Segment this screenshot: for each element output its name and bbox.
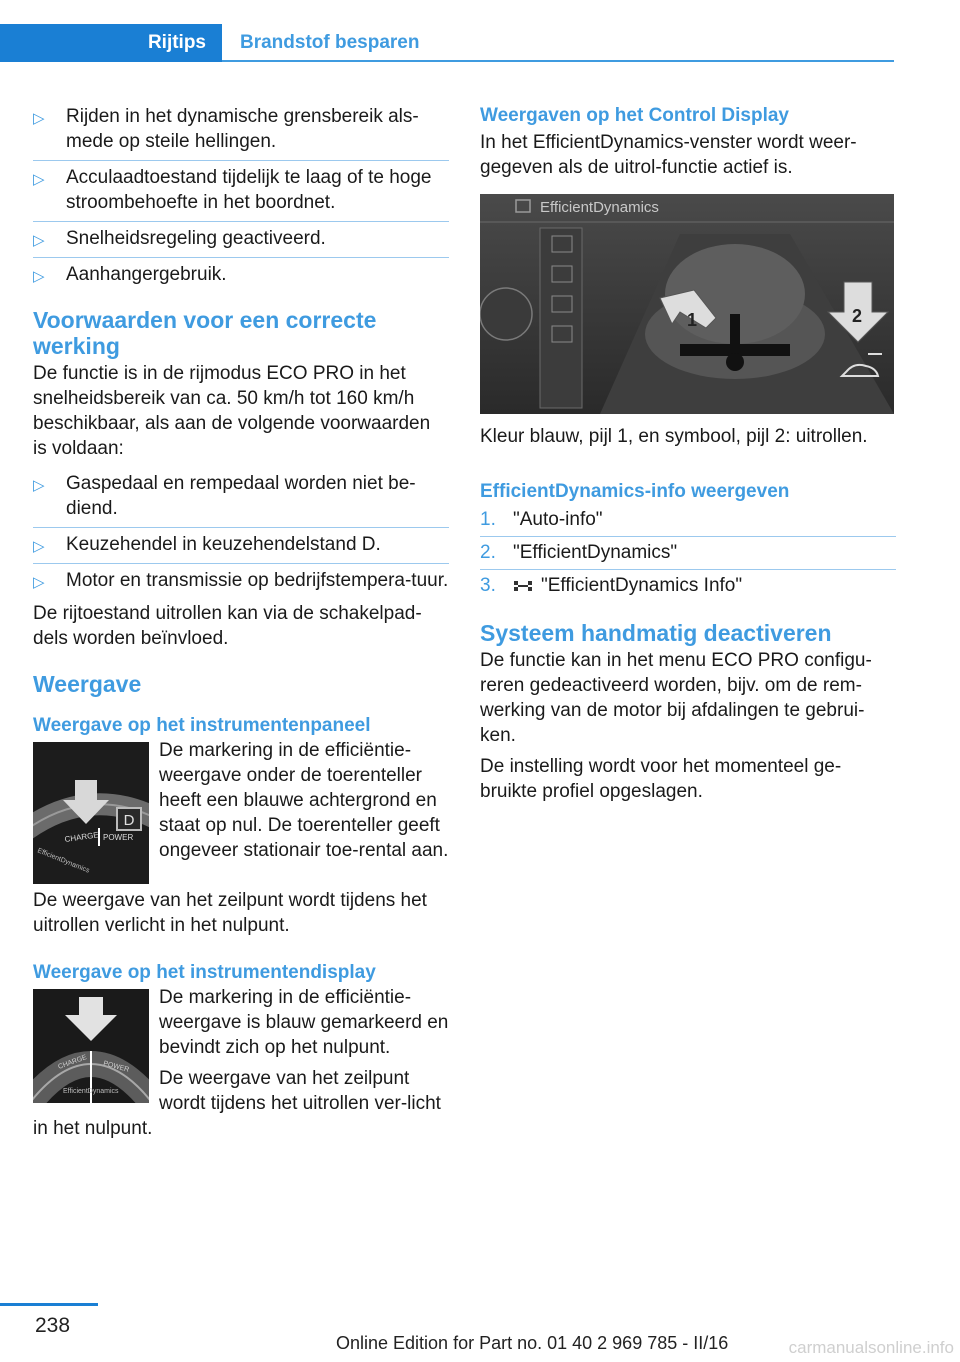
instrument-display-text: De markering in de efficiëntie-weergave is blauw gemarkeerd en bevindt zich op het nulpunt.	[159, 987, 449, 1058]
svg-text:POWER: POWER	[103, 833, 134, 842]
list-item: ▷ Gaspedaal en rempedaal worden niet be-diend.	[33, 467, 449, 527]
list-item: ▷ Rijden in het dynamische grensbereik als-mede op steile hellingen.	[33, 100, 449, 160]
conditions-intro: De functie is in de rijmodus ECO PRO in het snelheidsbereik van ca. 50 km/h tot 160 km/h beschikbaar, als aan de volgende voorwaarden is voldaan:	[33, 363, 431, 459]
figure-caption: Kleur blauw, pijl 1, en symbool, pijl 2: uitrollen.	[480, 426, 868, 447]
restriction-list	[33, 100, 449, 293]
list-item: ▷ Acculaadtoestand tijdelijk te laag of te hoge stroombehoefte in het boordnet.	[33, 160, 449, 221]
triangle-bullet-icon: ▷	[33, 171, 45, 188]
instrument-panel-figure	[33, 738, 449, 886]
step-item: 1. "Auto-info"	[480, 509, 603, 530]
heading-deactivate: Systeem handmatig deactiveren	[480, 620, 832, 646]
subheading-instrument-panel: Weergave op het instrumentenpaneel	[33, 715, 371, 736]
triangle-bullet-icon: ▷	[33, 268, 45, 285]
triangle-bullet-icon: ▷	[33, 574, 45, 591]
page-header	[0, 0, 960, 64]
deactivate-text: De functie kan in het menu ECO PRO configu-reren gedeactiveerd worden, bijv. om de rem-werking van de motor bij afdalingen te gebrui-ken.	[480, 650, 872, 746]
watermark: carmanualsonline.info	[788, 1338, 954, 1357]
display-gauge-illustration	[33, 989, 149, 1103]
instrument-panel-text-2: De weergave van het zeilpunt wordt tijdens het uitrollen verlicht in het nulpunt.	[33, 890, 427, 936]
heading-display: Weergave	[33, 671, 142, 697]
right-column	[480, 100, 896, 810]
section-title[interactable]: Brandstof besparen	[240, 32, 420, 53]
svg-text:POWER: POWER	[102, 1060, 130, 1074]
online-edition-note: Online Edition for Part no. 01 40 2 969 785 - II/16	[336, 1333, 729, 1353]
svg-text:D: D	[123, 812, 135, 829]
conditions-list	[33, 467, 449, 599]
svg-text:EfficientDynamics: EfficientDynamics	[63, 1088, 119, 1095]
svg-text:2: 2	[852, 306, 863, 326]
subheading-control-display: Weergaven op het Control Display	[480, 105, 789, 126]
instrument-display-text-2: De weergave van het zeilpunt wordt tijdens het uitrollen ver-licht in het nulpunt.	[33, 1068, 441, 1139]
svg-text:1: 1	[687, 310, 698, 330]
page-number: 238	[35, 1314, 71, 1337]
control-display-text: In het EfficientDynamics-venster wordt weer-gegeven als de uitrol-functie actief is.	[480, 132, 857, 178]
list-item: ▷ Motor en transmissie op bedrijfstempera-tuur.	[33, 563, 449, 599]
svg-text:EfficientDynamics: EfficientDynamics	[36, 847, 91, 875]
list-item: ▷ Snelheidsregeling geactiveerd.	[33, 221, 449, 257]
info-steps	[480, 504, 896, 602]
instrument-panel-text: De markering in de efficiëntie-weergave onder de toerenteller heeft een blauwe achtergrond en staat op nul. De toerenteller geeft ongeveer stationair toe-rental aan.	[159, 740, 449, 861]
instrument-panel-image	[33, 742, 149, 884]
step-item: 2. "EfficientDynamics"	[480, 536, 896, 569]
conditions-outro: De rijtoestand uitrollen kan via de schakelpad-dels worden beïnvloed.	[33, 603, 422, 649]
triangle-bullet-icon: ▷	[33, 110, 45, 127]
deactivate-text-2: De instelling wordt voor het momenteel ge-bruikte profiel opgeslagen.	[480, 756, 842, 802]
efficiency-gauge-illustration	[33, 742, 149, 884]
heading-conditions: Voorwaarden voor een correcte werking	[33, 307, 377, 359]
vehicle-settings-icon	[513, 579, 533, 593]
svg-text:CHARGE: CHARGE	[57, 1054, 88, 1071]
list-item: ▷ Keuzehendel in keuzehendelstand D.	[33, 527, 449, 563]
svg-text:CHARGE: CHARGE	[64, 830, 100, 844]
footer-rule	[0, 1303, 98, 1306]
triangle-bullet-icon: ▷	[33, 538, 45, 555]
control-display-screenshot	[480, 194, 894, 414]
chapter-tab[interactable]: Rijtips	[0, 24, 222, 62]
subheading-instrument-display: Weergave op het instrumentendisplay	[33, 962, 376, 983]
triangle-bullet-icon: ▷	[33, 477, 45, 494]
svg-text:EfficientDynamics: EfficientDynamics	[540, 199, 659, 216]
efficientdynamics-screen-illustration	[480, 194, 894, 414]
instrument-display-image	[33, 989, 149, 1103]
subheading-info: EfficientDynamics-info weergeven	[480, 481, 790, 502]
list-item: ▷ Aanhangergebruik.	[33, 257, 449, 293]
left-column	[33, 100, 449, 1147]
step-item: 3. "EfficientDynamics Info"	[480, 569, 896, 602]
header-rule	[222, 60, 894, 62]
triangle-bullet-icon: ▷	[33, 232, 45, 249]
instrument-display-figure	[33, 985, 449, 1147]
